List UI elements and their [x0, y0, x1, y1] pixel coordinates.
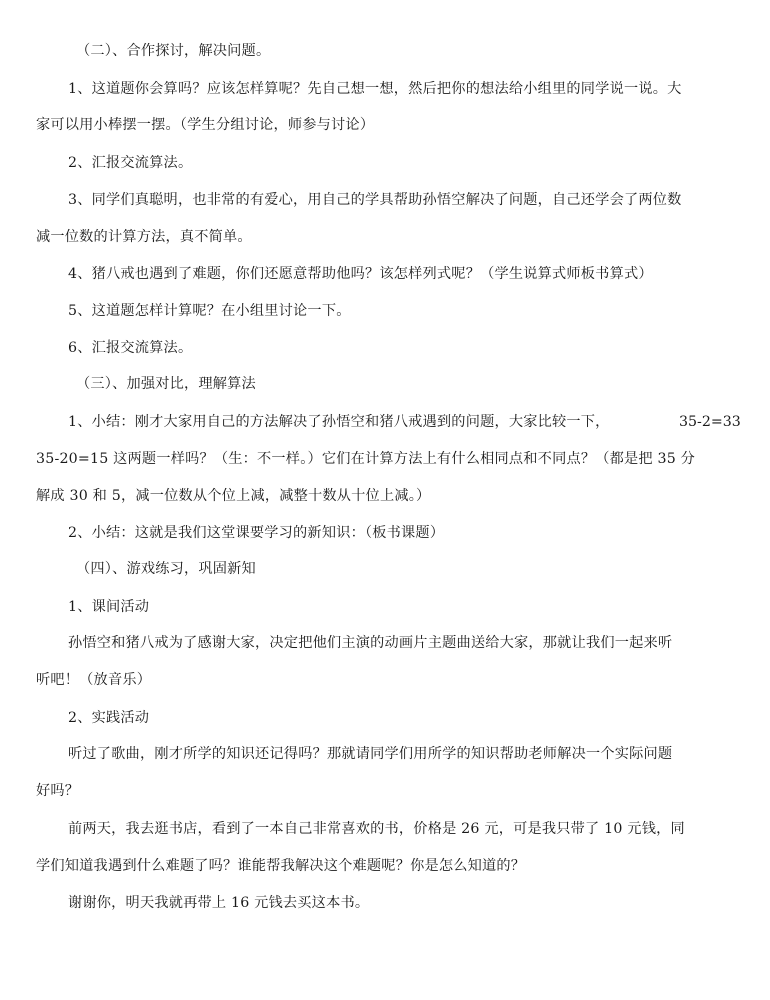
activity-1-line-1: 孙悟空和猪八戒为了感谢大家，决定把他们主演的动画片主题曲送给大家，那就让我们一起来听 — [68, 635, 673, 651]
activity-1-title: 1、课间活动 — [68, 599, 150, 615]
story-line-2: 学们知道我遇到什么难题了吗？谁能帮我解决这个难题呢？你是怎么知道的？ — [36, 858, 526, 874]
paragraph-3-line-1: 3、同学们真聪明，也非常的有爱心，用自己的学具帮助孙悟空解决了问题，自己还学会了两位数 — [68, 192, 682, 208]
paragraph-2: 2、汇报交流算法。 — [68, 155, 193, 171]
section-heading-4: （四）、游戏练习，巩固新知 — [76, 561, 256, 577]
activity-2-title: 2、实践活动 — [68, 710, 150, 726]
summary-1-line-3: 解成 30 和 5，减一位数从个位上减，减整十数从十位上减。） — [36, 488, 431, 504]
paragraph-3-line-2: 减一位数的计算方法，真不简单。 — [36, 229, 252, 245]
summary-1-line-2: 35-20=15 这两题一样吗？（生：不一样。）它们在计算方法上有什么相同点和不同点？（都是把 35 分 — [36, 451, 696, 467]
activity-2-line-2: 好吗？ — [36, 783, 80, 799]
equation-35-2: 35-2=33 — [679, 414, 741, 430]
closing-line: 谢谢你，明天我就再带上 16 元钱去买这本书。 — [68, 895, 370, 911]
paragraph-4: 4、猪八戒也遇到了难题，你们还愿意帮助他吗？该怎样列式呢？（学生说算式师板书算式） — [68, 266, 653, 282]
paragraph-1-line-1: 1、这道题你会算吗？应该怎样算呢？先自己想一想，然后把你的想法给小组里的同学说一说。大 — [68, 81, 682, 97]
paragraph-5: 5、这道题怎样计算呢？在小组里讨论一下。 — [68, 303, 351, 319]
section-heading-2: （二）、合作探讨，解决问题。 — [76, 43, 271, 59]
paragraph-1-line-2: 家可以用小棒摆一摆。（学生分组讨论，师参与讨论） — [36, 117, 375, 133]
summary-1-line-1: 1、小结：刚才大家用自己的方法解决了孙悟空和猪八戒遇到的问题，大家比较一下， — [68, 414, 610, 430]
paragraph-6: 6、汇报交流算法。 — [68, 340, 193, 356]
story-line-1: 前两天，我去逛书店，看到了一本自己非常喜欢的书，价格是 26 元，可是我只带了 10 元钱，同 — [68, 821, 685, 837]
summary-2: 2、小结：这就是我们这堂课要学习的新知识：（板书课题） — [68, 525, 445, 541]
section-heading-3: （三）、加强对比，理解算法 — [76, 376, 256, 392]
activity-1-line-2: 听吧！（放音乐） — [36, 672, 152, 688]
activity-2-line-1: 听过了歌曲，刚才所学的知识还记得吗？那就请同学们用所学的知识帮助老师解决一个实际问题 — [68, 746, 673, 762]
